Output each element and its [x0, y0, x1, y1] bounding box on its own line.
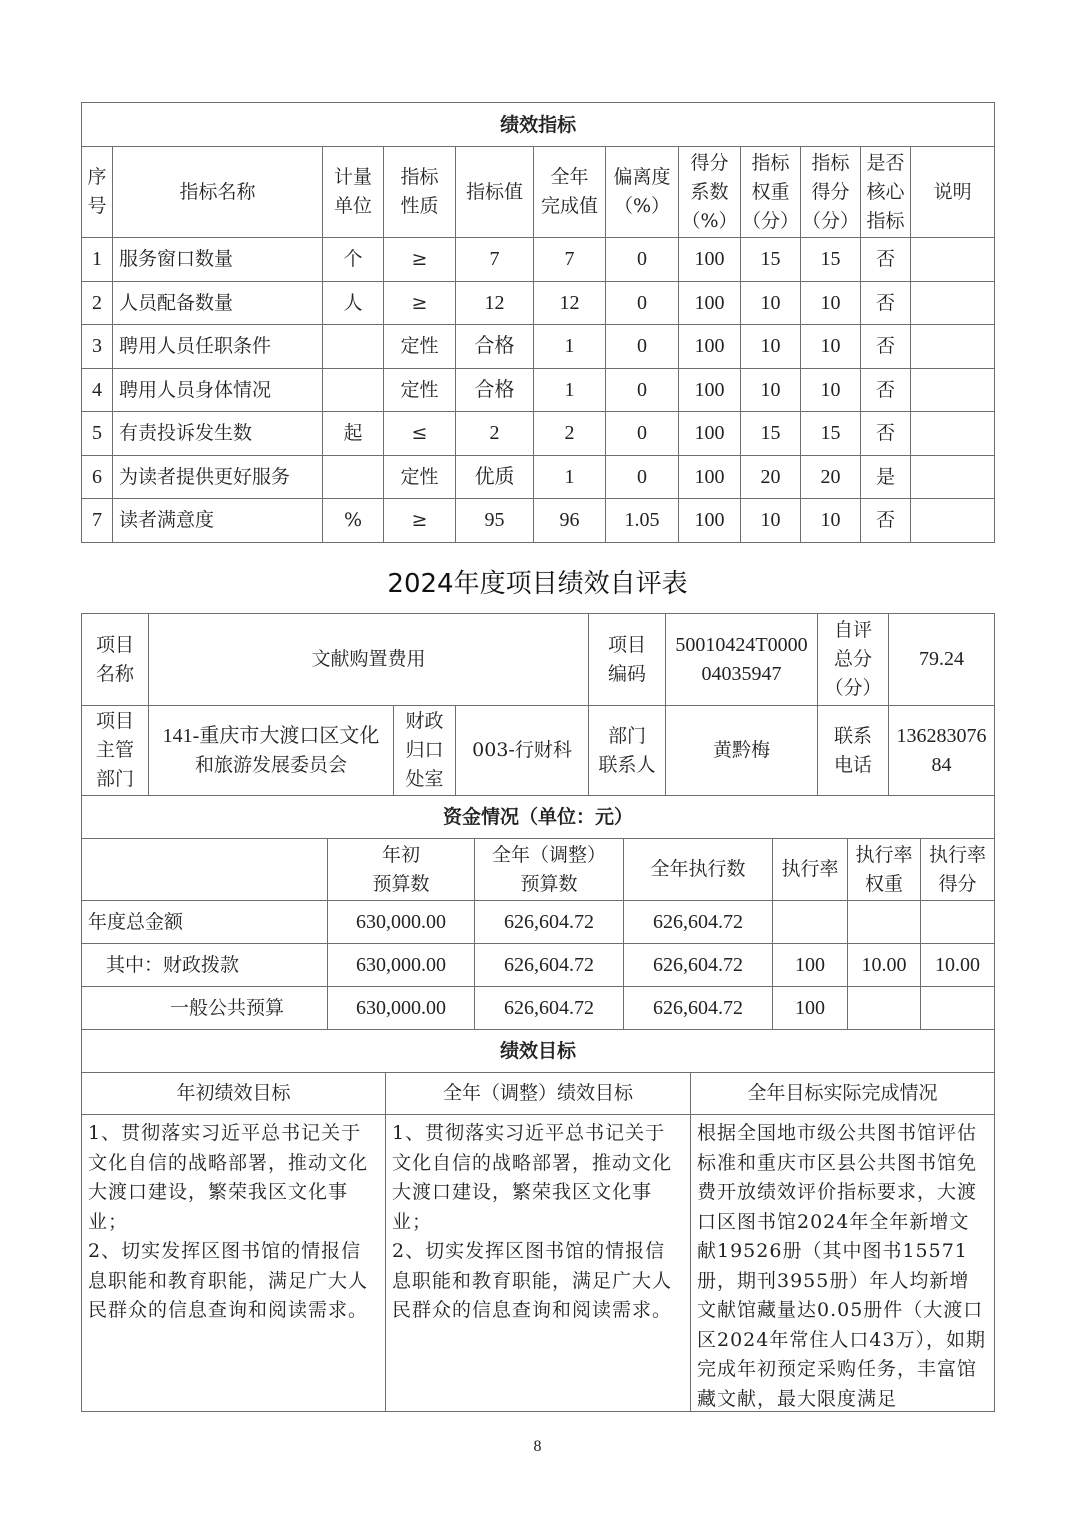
- indicator-cell-coef: 100: [679, 325, 741, 369]
- funding-row: [82, 944, 995, 987]
- funding-header-cell: 年初 预算数: [328, 839, 475, 901]
- indicator-cell-unit: 个: [323, 238, 384, 282]
- indicator-cell-name: 服务窗口数量: [113, 238, 323, 282]
- phone-label: 联系 电话: [818, 706, 889, 796]
- indicator-cell-coef: 100: [679, 499, 741, 543]
- indicator-cell-score: 15: [801, 412, 861, 456]
- indicator-row: [82, 281, 995, 325]
- indicator-header-cell: 偏离度 （%）: [606, 147, 679, 238]
- funding-cell-rate: 100: [773, 944, 848, 987]
- funding-header-cell: 执行率 权重: [848, 839, 921, 901]
- funding-goals-table: [81, 795, 995, 1412]
- self-score-label: 自评 总分 （分）: [818, 614, 889, 706]
- indicator-cell-nature: ≥: [384, 499, 456, 543]
- indicator-header-cell: 是否 核心 指标: [861, 147, 911, 238]
- indicator-cell-name: 聘用人员任职条件: [113, 325, 323, 369]
- funding-header-cell: 全年（调整） 预算数: [475, 839, 624, 901]
- indicator-header-cell: 全年 完成值: [534, 147, 606, 238]
- funding-cell-initial: 630,000.00: [328, 944, 475, 987]
- indicator-cell-core: 否: [861, 325, 911, 369]
- finance-office-label: 财政 归口 处室: [394, 706, 456, 796]
- indicator-cell-no: 6: [82, 455, 113, 499]
- indicator-cell-score: 15: [801, 238, 861, 282]
- indicator-cell-name: 为读者提供更好服务: [113, 455, 323, 499]
- indicator-cell-coef: 100: [679, 412, 741, 456]
- indicator-cell-target: 优质: [456, 455, 534, 499]
- indicator-cell-nature: 定性: [384, 325, 456, 369]
- funding-cell-score: 10.00: [921, 944, 995, 987]
- indicator-row: [82, 325, 995, 369]
- indicator-header-cell: 指标 权重 （分）: [741, 147, 801, 238]
- funding-row-label: 其中：财政拨款: [82, 944, 328, 987]
- indicator-header-cell: 指标 得分 （分）: [801, 147, 861, 238]
- dept-value: 141-重庆市大渡口区文化 和旅游发展委员会: [149, 706, 394, 796]
- funding-cell-adjusted: 626,604.72: [475, 901, 624, 944]
- funding-cell-executed: 626,604.72: [624, 901, 773, 944]
- indicator-cell-score: 10: [801, 499, 861, 543]
- project-code-label: 项目 编码: [589, 614, 666, 706]
- indicator-header-cell: 说明: [911, 147, 995, 238]
- indicator-cell-weight: 10: [741, 368, 801, 412]
- funding-header-cell: 执行率 得分: [921, 839, 995, 901]
- goal-adjusted: [386, 1115, 691, 1412]
- indicator-cell-unit: 起: [323, 412, 384, 456]
- indicator-cell-target: 合格: [456, 325, 534, 369]
- indicator-cell-deviation: 0: [606, 455, 679, 499]
- indicator-row: [82, 455, 995, 499]
- indicator-cell-actual: 96: [534, 499, 606, 543]
- project-code-value: 50010424T0000 04035947: [666, 614, 818, 706]
- indicator-cell-note: [911, 412, 995, 456]
- indicator-cell-deviation: 0: [606, 281, 679, 325]
- funding-row: [82, 987, 995, 1030]
- finance-office-value: 003-行财科: [456, 706, 589, 796]
- indicator-cell-no: 5: [82, 412, 113, 456]
- indicator-cell-name: 人员配备数量: [113, 281, 323, 325]
- funding-cell-score: [921, 901, 995, 944]
- indicator-cell-note: [911, 325, 995, 369]
- funding-cell-executed: 626,604.72: [624, 944, 773, 987]
- funding-cell-weight: [848, 901, 921, 944]
- indicator-cell-coef: 100: [679, 455, 741, 499]
- indicator-cell-nature: 定性: [384, 368, 456, 412]
- funding-cell-initial: 630,000.00: [328, 987, 475, 1030]
- indicator-cell-core: 否: [861, 281, 911, 325]
- indicator-row: [82, 238, 995, 282]
- funding-cell-rate: [773, 901, 848, 944]
- indicator-cell-actual: 1: [534, 325, 606, 369]
- indicator-cell-note: [911, 281, 995, 325]
- indicator-cell-target: 2: [456, 412, 534, 456]
- indicator-cell-core: 否: [861, 499, 911, 543]
- indicator-header-cell: 得分 系数 （%）: [679, 147, 741, 238]
- funding-row: [82, 901, 995, 944]
- indicator-table-title: 绩效指标: [82, 103, 995, 147]
- indicator-cell-no: 3: [82, 325, 113, 369]
- indicator-cell-core: 否: [861, 238, 911, 282]
- goal-adjusted-text: 1、贯彻落实习近平总书记关于文化自信的战略部署，推动文化大渡口建设，繁荣我区文化事业； 2、切实发挥区图书馆的情报信息职能和教育职能，满足广大人民群众的信息查询和阅读需求。: [392, 1122, 673, 1321]
- self-score-value: 79.24: [889, 614, 995, 706]
- indicator-cell-nature: ≥: [384, 281, 456, 325]
- funding-row-label: 一般公共预算: [82, 987, 328, 1030]
- goals-title: 绩效目标: [82, 1030, 995, 1073]
- indicator-cell-weight: 15: [741, 412, 801, 456]
- indicator-header-cell: 指标值: [456, 147, 534, 238]
- funding-title: 资金情况（单位：元）: [82, 796, 995, 839]
- funding-cell-initial: 630,000.00: [328, 901, 475, 944]
- page-number: 8: [533, 1438, 542, 1455]
- indicator-cell-actual: 2: [534, 412, 606, 456]
- indicator-cell-weight: 15: [741, 238, 801, 282]
- indicator-cell-note: [911, 238, 995, 282]
- goals-header-initial: 年初绩效目标: [82, 1073, 386, 1115]
- indicator-cell-note: [911, 499, 995, 543]
- indicator-cell-note: [911, 455, 995, 499]
- indicator-cell-no: 7: [82, 499, 113, 543]
- project-info-table: [81, 613, 995, 796]
- goal-initial-text: 1、贯彻落实习近平总书记关于文化自信的战略部署，推动文化大渡口建设，繁荣我区文化事业； 2、切实发挥区图书馆的情报信息职能和教育职能，满足广大人民群众的信息查询和阅读需求。: [88, 1122, 369, 1321]
- indicator-cell-no: 2: [82, 281, 113, 325]
- indicator-cell-name: 读者满意度: [113, 499, 323, 543]
- indicator-cell-weight: 20: [741, 455, 801, 499]
- indicator-cell-nature: ≥: [384, 238, 456, 282]
- indicator-cell-no: 4: [82, 368, 113, 412]
- project-name-value: 文献购置费用: [149, 614, 589, 706]
- indicator-cell-coef: 100: [679, 238, 741, 282]
- indicator-cell-score: 10: [801, 325, 861, 369]
- goal-actual: [691, 1115, 995, 1412]
- indicator-cell-unit: [323, 455, 384, 499]
- indicator-cell-unit: %: [323, 499, 384, 543]
- indicator-cell-unit: [323, 368, 384, 412]
- funding-row-label: 年度总金额: [82, 901, 328, 944]
- indicator-header-cell: 指标名称: [113, 147, 323, 238]
- indicator-cell-score: 10: [801, 368, 861, 412]
- funding-header-cell: 全年执行数: [624, 839, 773, 901]
- indicator-row: [82, 368, 995, 412]
- funding-cell-weight: 10.00: [848, 944, 921, 987]
- indicator-header-cell: 指标 性质: [384, 147, 456, 238]
- indicator-cell-actual: 7: [534, 238, 606, 282]
- indicator-cell-coef: 100: [679, 368, 741, 412]
- project-name-label: 项目 名称: [82, 614, 149, 706]
- goals-header-adjusted: 全年（调整）绩效目标: [386, 1073, 691, 1115]
- phone-value: 136283076 84: [889, 706, 995, 796]
- goal-actual-text: 根据全国地市级公共图书馆评估标准和重庆市区县公共图书馆免费开放绩效评价指标要求，大渡口区图书馆2024年全年新增文献19526册（其中图书15571册，期刊3955册）年人均新增文献馆藏量达0.05册件（大渡口区2024年常住人口43万），如期完成年初预定采购任务，丰富馆藏文献，最大限度满足: [697, 1122, 987, 1410]
- indicator-cell-note: [911, 368, 995, 412]
- indicator-cell-deviation: 0: [606, 238, 679, 282]
- indicator-cell-core: 否: [861, 368, 911, 412]
- indicator-cell-deviation: 0: [606, 325, 679, 369]
- indicator-cell-nature: 定性: [384, 455, 456, 499]
- funding-header-blank: [82, 839, 328, 901]
- indicator-cell-weight: 10: [741, 281, 801, 325]
- contact-value: 黄黔梅: [666, 706, 818, 796]
- funding-cell-weight: [848, 987, 921, 1030]
- indicator-cell-target: 合格: [456, 368, 534, 412]
- indicator-cell-actual: 12: [534, 281, 606, 325]
- funding-cell-adjusted: 626,604.72: [475, 944, 624, 987]
- funding-cell-executed: 626,604.72: [624, 987, 773, 1030]
- indicator-cell-deviation: 1.05: [606, 499, 679, 543]
- indicator-cell-coef: 100: [679, 281, 741, 325]
- goals-header-actual: 全年目标实际完成情况: [691, 1073, 995, 1115]
- indicator-cell-score: 20: [801, 455, 861, 499]
- indicator-row: [82, 499, 995, 543]
- indicator-cell-deviation: 0: [606, 368, 679, 412]
- indicator-header-cell: 计量 单位: [323, 147, 384, 238]
- funding-cell-score: [921, 987, 995, 1030]
- document-title: 2024年度项目绩效自评表: [387, 569, 688, 599]
- indicator-cell-unit: [323, 325, 384, 369]
- indicator-header-cell: 序 号: [82, 147, 113, 238]
- indicator-cell-actual: 1: [534, 455, 606, 499]
- indicator-cell-deviation: 0: [606, 412, 679, 456]
- indicator-cell-name: 聘用人员身体情况: [113, 368, 323, 412]
- indicator-cell-score: 10: [801, 281, 861, 325]
- indicator-cell-core: 否: [861, 412, 911, 456]
- indicator-cell-target: 7: [456, 238, 534, 282]
- indicator-cell-weight: 10: [741, 499, 801, 543]
- indicator-table: [81, 102, 995, 543]
- contact-label: 部门 联系人: [589, 706, 666, 796]
- funding-cell-adjusted: 626,604.72: [475, 987, 624, 1030]
- indicator-cell-weight: 10: [741, 325, 801, 369]
- goal-initial: [82, 1115, 386, 1412]
- funding-header-cell: 执行率: [773, 839, 848, 901]
- indicator-cell-name: 有责投诉发生数: [113, 412, 323, 456]
- dept-label: 项目 主管 部门: [82, 706, 149, 796]
- funding-header: [82, 839, 995, 901]
- indicator-cell-target: 95: [456, 499, 534, 543]
- indicator-cell-no: 1: [82, 238, 113, 282]
- indicator-cell-nature: ≤: [384, 412, 456, 456]
- funding-cell-rate: 100: [773, 987, 848, 1030]
- indicator-cell-core: 是: [861, 455, 911, 499]
- indicator-row: [82, 412, 995, 456]
- indicator-table-header: [82, 147, 995, 238]
- indicator-cell-unit: 人: [323, 281, 384, 325]
- indicator-cell-actual: 1: [534, 368, 606, 412]
- indicator-cell-target: 12: [456, 281, 534, 325]
